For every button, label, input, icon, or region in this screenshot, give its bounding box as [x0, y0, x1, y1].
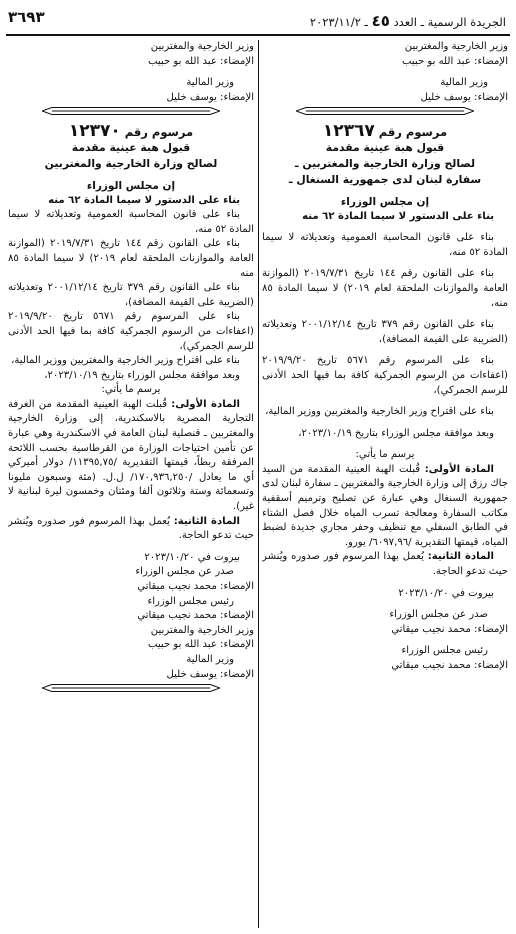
- signature-line: الإمضاء: يوسف خليل: [166, 91, 254, 103]
- signature-line: الإمضاء: عبد الله بو حبيب: [147, 55, 254, 67]
- council-heading: إن مجلس الوزراء: [86, 179, 176, 192]
- signature-line: وزير الخارجية والمغتربين: [404, 41, 508, 52]
- signature-line: الإمضاء: يوسف خليل: [166, 668, 254, 680]
- signature-line: الإمضاء: عبد الله بو حبيب: [401, 55, 508, 67]
- signature-line: وزير الخارجية والمغتربين: [150, 41, 254, 52]
- basis-paragraph: بناء على المرسوم رقم ٥٦٧١ تاريخ ٢٠١٩/٩/٢٠ (اعفاءات من الرسوم الجمركية كافة بما فيها الحد الأدنى للرسم الجمركي)،: [8, 311, 254, 352]
- issue-date: ـ ٢٠٢٣/١١/٢: [309, 15, 368, 29]
- decrees-line: يرسم ما يأتي:: [355, 449, 415, 461]
- section-separator: [296, 107, 474, 115]
- decree-subtitle: قبول هبة عينية مقدمة: [325, 140, 445, 154]
- signature-line: وزير المالية: [440, 77, 488, 89]
- page-header: [6, 6, 510, 36]
- article-text: قُبلت الهبة العينية المقدمة من السيد جاك رزق إلى وزارة الخارجية والمغتربين ـ سفارة لبنان لدى جمهورية السنغال وهي عبارة عن تصليح وترميم أسقفية مكاتب السفارة ومعالجة تسرب المياه خلال فصل الشتاء في الطابق السفلي مع تنظيف وحفر مجاري جديدة لضبط المياه، قيمتها التقديرية /٦٠٩٧,٩٦/ يورو.: [262, 463, 508, 548]
- pm-title: رئيس مجلس الوزراء: [401, 645, 488, 657]
- issued-by: صدر عن مجلس الوزراء: [135, 566, 234, 578]
- signature-line: الإمضاء: يوسف خليل: [420, 91, 508, 103]
- article-text: يُعمل بهذا المرسوم فور صدوره ويُنشر حيث تدعو الحاجة.: [262, 551, 508, 578]
- decree-subtitle: قبول هبة عينية مقدمة: [71, 140, 191, 154]
- article-label: المادة الأولى:: [424, 463, 494, 475]
- decree-12367-column: [262, 40, 508, 930]
- basis-paragraph: بناء على القانون رقم ٣٧٩ تاريخ ٢٠٠١/١٢/١٤ وتعديلاته (الضريبة على القيمة المضافة)،: [262, 319, 508, 345]
- article-text: قُبلت الهبة العينية المقدمة من الغرفة التجارية المصرية بالاسكندرية، إلى وزارة الخارجية والمغتربين ـ قنصلية لبنان العامة في الاسكندرية وهي عبارة عن تأمين احتياجات الوزارة من القرطاسية بحسب اللائحة المرفقة ربطاً، قيمتها التقديرية /١١٣٩٥,٧٥/ دولار أميركي أي ما يعادل /١٧٠,٩٣٦,٢٥٠/ ل.ل. (مئة وسبعون مليونا وتسعمائة وستة وثلاثون ألفا ومئتان وخمسون ليرة لبنانية لا غير).: [8, 398, 254, 513]
- decree-label: مرسوم رقم: [124, 125, 194, 140]
- approval-paragraph: وبعد موافقة مجلس الوزراء بتاريخ ٢٠٢٣/١٠/١٩،: [298, 427, 494, 439]
- signature-line: الإمضاء: محمد نجيب ميقاتي: [137, 581, 254, 592]
- gazette-header-text: [310, 12, 506, 30]
- signature-line: الإمضاء: عبد الله بو حبيب: [147, 639, 254, 651]
- decree-subtitle: سفارة لبنان لدى جمهورية السنغال ـ: [288, 172, 482, 186]
- proposal-paragraph: بناء على اقتراح وزير الخارجية والمغتربين ووزير المالية،: [11, 355, 240, 367]
- basis-paragraph: بناء على القانون رقم ٣٧٩ تاريخ ٢٠٠١/١٢/١٤ وتعديلاته (الضريبة على القيمة المضافة)،: [8, 282, 254, 308]
- basis-paragraph: بناء على قانون المحاسبة العمومية وتعديلاته لا سيما المادة ٥٢ منه،: [8, 209, 254, 235]
- basis-constitution: بناء على الدستور لا سيما المادة ٦٢ منه: [302, 210, 494, 222]
- issued-by: صدر عن مجلس الوزراء: [389, 609, 488, 621]
- decree-12370-column: [8, 40, 254, 930]
- basis-paragraph: بناء على القانون رقم ١٤٤ تاريخ ٢٠١٩/٧/٣١ (الموازنة العامة والموازنات الملحقة لعام ٢٠١٩) لا سيما المادة ٨٥ منه،: [262, 268, 508, 309]
- basis-paragraph: بناء على قانون المحاسبة العمومية وتعديلاته لا سيما المادة ٥٢ منه،: [262, 232, 508, 258]
- article-2: [8, 515, 254, 544]
- article-1: [262, 463, 508, 551]
- article-label: المادة الثانية:: [173, 515, 240, 527]
- place-date: بيروت في ٢٠٢٣/١٠/٢٠: [398, 587, 494, 599]
- decrees-line: يرسم ما يأتي:: [101, 384, 161, 396]
- page-number: ٣٦٩٣: [8, 8, 45, 26]
- signature-line: الإمضاء: محمد نجيب ميقاتي: [391, 623, 508, 635]
- decree-subtitle: لصالح وزارة الخارجية والمغتربين: [44, 156, 218, 170]
- decree-label: مرسوم رقم: [378, 125, 448, 140]
- section-separator: [42, 107, 220, 115]
- signature-line: وزير المالية: [186, 653, 234, 665]
- article-label: المادة الثانية:: [427, 551, 494, 563]
- basis-paragraph: بناء على القانون رقم ١٤٤ تاريخ ٢٠١٩/٧/٣١ (الموازنة العامة والموازنات الملحقة لعام ٢٠١٩) لا سيما المادة ٨٥ منه: [8, 238, 254, 279]
- article-text: يُعمل بهذا المرسوم فور صدوره ويُنشر حيث تدعو الحاجة.: [8, 515, 254, 542]
- decree-title: [262, 121, 508, 142]
- gazette-title: الجريدة الرسمية ـ العدد: [393, 15, 506, 29]
- article-label: المادة الأولى:: [171, 398, 240, 410]
- decree-number: ١٢٣٦٧: [322, 121, 375, 142]
- signature-line: وزير المالية: [186, 77, 234, 89]
- approval-paragraph: وبعد موافقة مجلس الوزراء بتاريخ ٢٠٢٣/١٠/١٩،: [44, 369, 240, 381]
- place-date: بيروت في ٢٠٢٣/١٠/٢٠: [144, 551, 240, 563]
- article-2: [262, 550, 508, 579]
- basis-constitution: بناء على الدستور لا سيما المادة ٦٢ منه: [48, 194, 240, 206]
- section-separator: [42, 684, 220, 692]
- proposal-paragraph: بناء على اقتراح وزير الخارجية والمغتربين ووزير المالية،: [265, 406, 494, 418]
- article-1: [8, 398, 254, 515]
- decree-title: [8, 121, 254, 142]
- pm-title: رئيس مجلس الوزراء: [147, 595, 234, 607]
- signature-line: وزير الخارجية والمغتربين: [150, 624, 254, 636]
- basis-paragraph: بناء على المرسوم رقم ٥٦٧١ تاريخ ٢٠١٩/٩/٢٠ (اعفاءات من الرسوم الجمركية كافة بما فيها الحد الأدنى للرسم الجمركي)،: [262, 355, 508, 396]
- issue-number: ٤٥: [371, 12, 390, 30]
- decree-subtitle: لصالح وزارة الخارجية والمغتربين ـ: [294, 156, 476, 170]
- column-divider: [258, 40, 259, 928]
- decree-number: ١٢٣٧٠: [68, 121, 121, 142]
- signature-line: الإمضاء: محمد نجيب ميقاتي: [391, 660, 508, 671]
- council-heading: إن مجلس الوزراء: [340, 195, 430, 208]
- signature-line: الإمضاء: محمد نجيب ميقاتي: [137, 610, 254, 622]
